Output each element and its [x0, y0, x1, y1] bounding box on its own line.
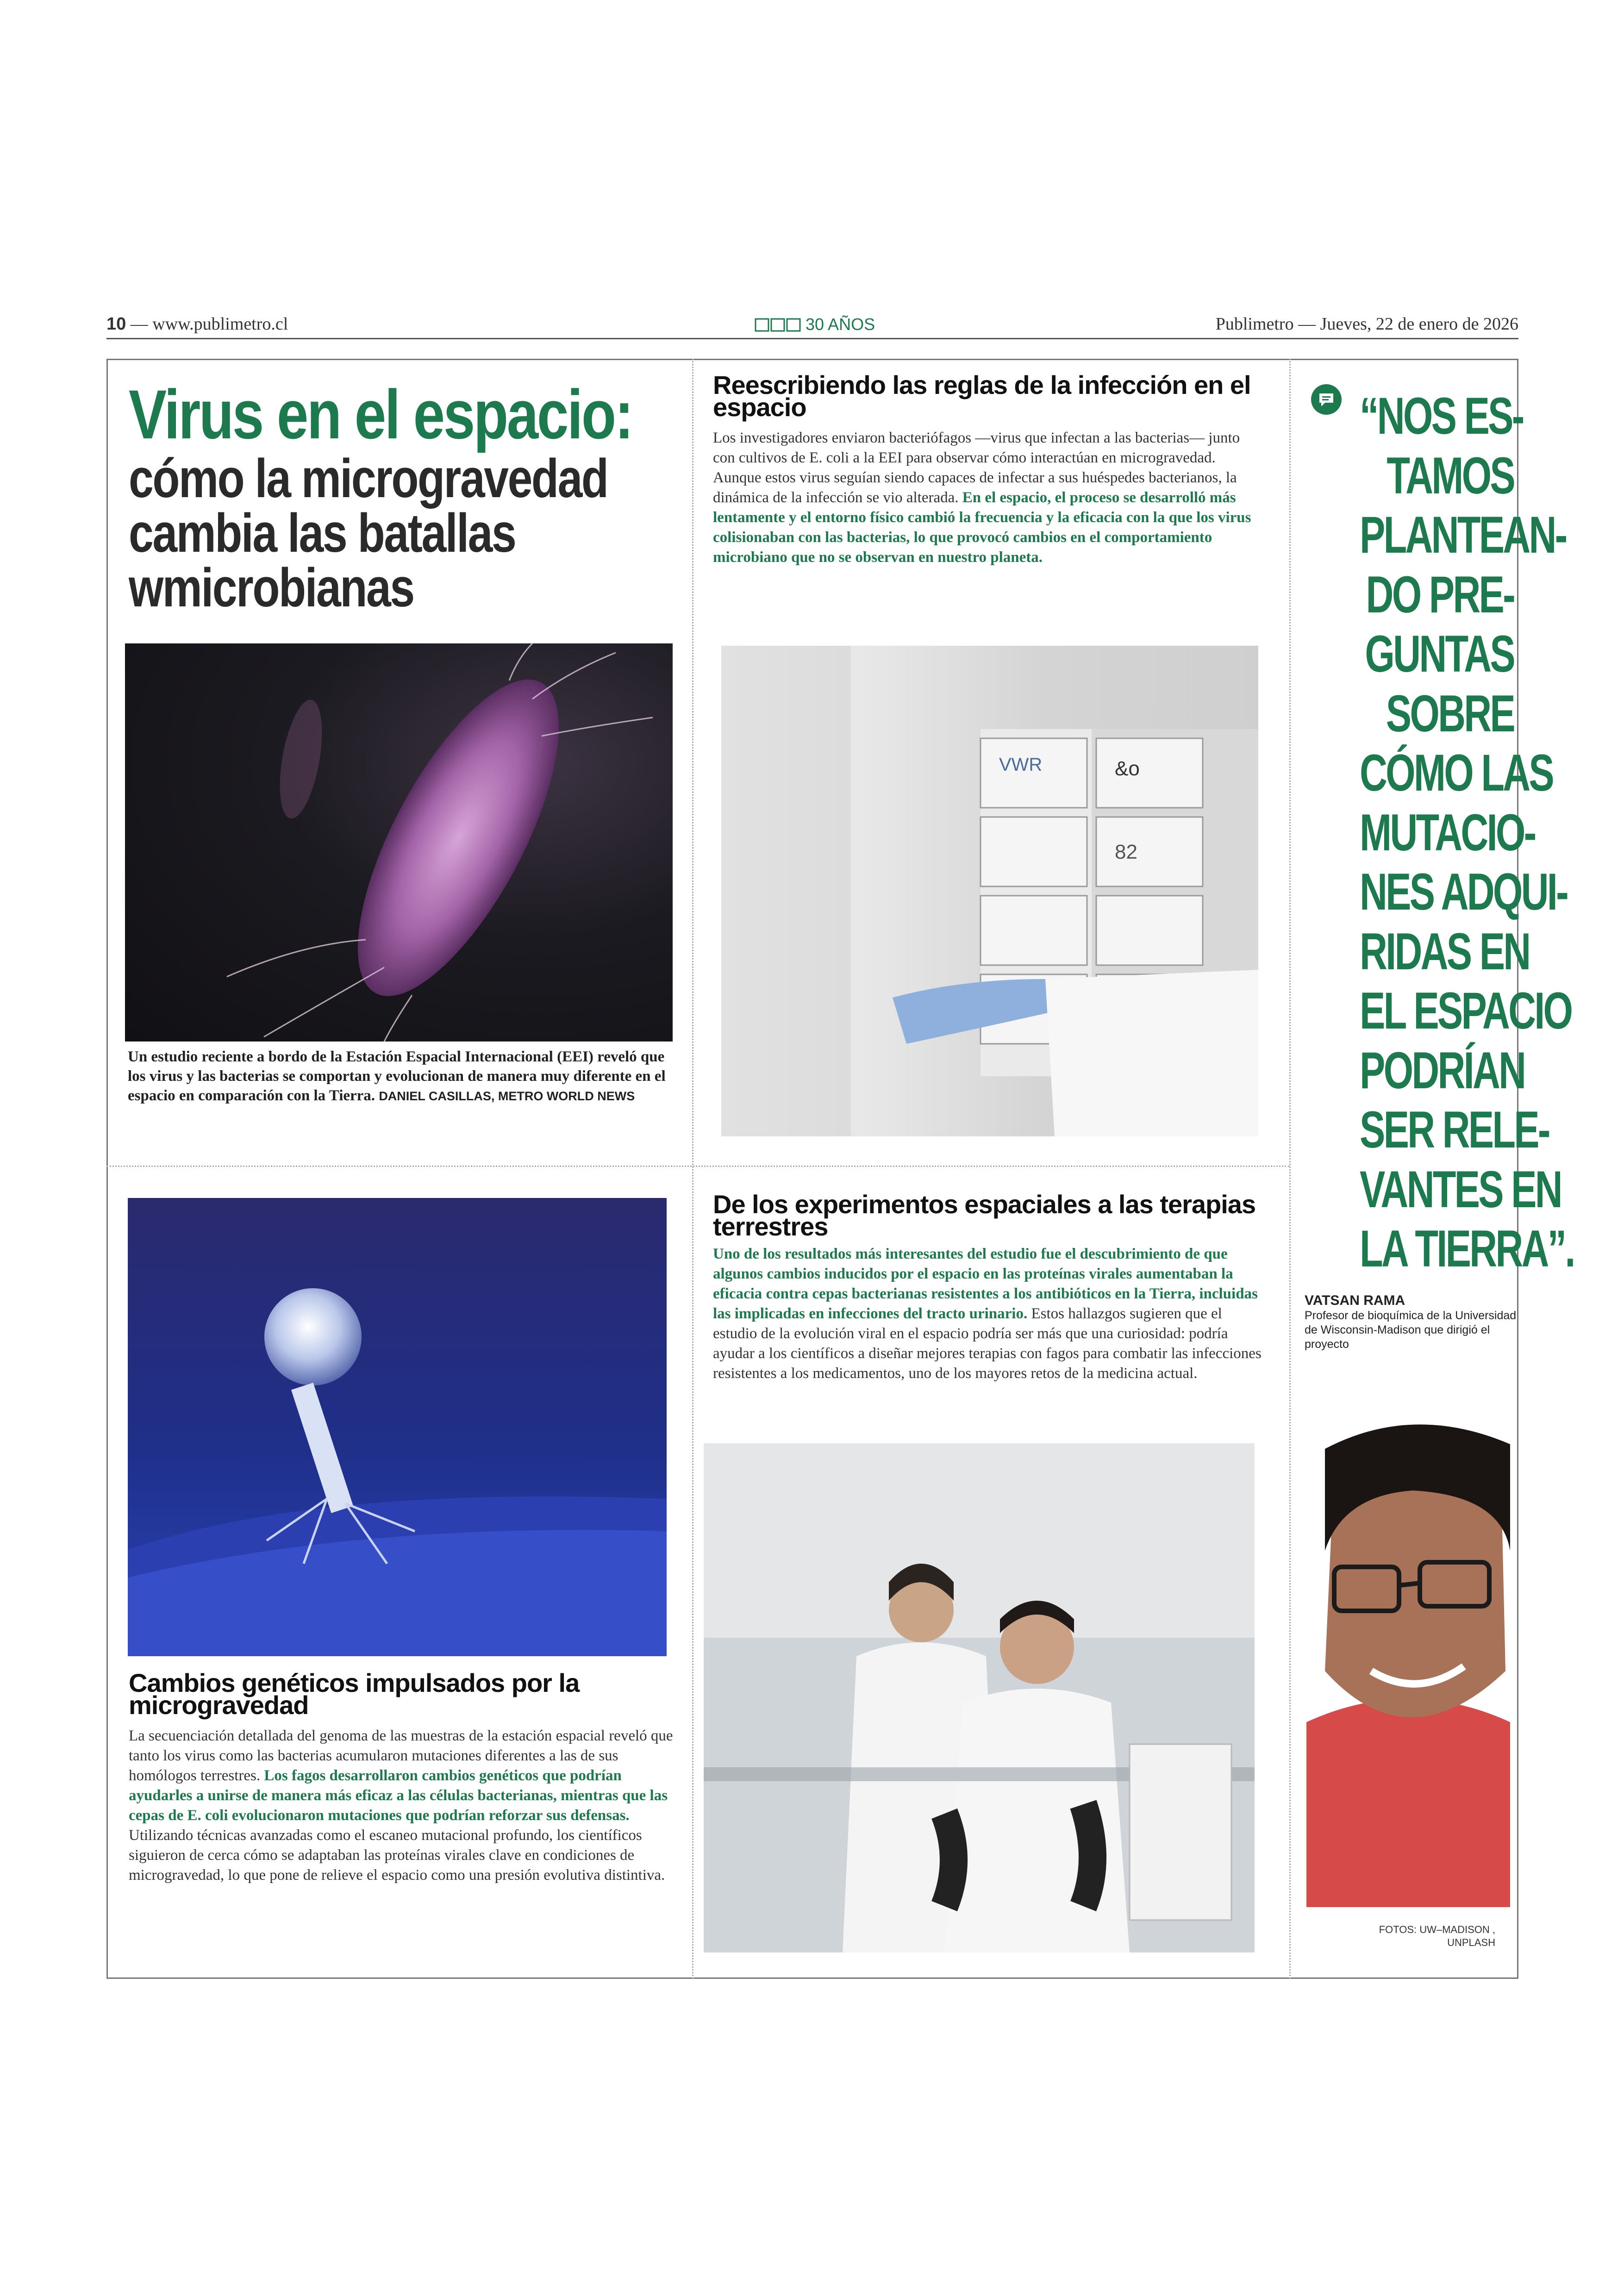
section2-body	[129, 1726, 675, 1885]
row-divider	[106, 1166, 1289, 1167]
freezer-label: VWR	[999, 755, 1043, 775]
column-divider-2	[1289, 359, 1291, 1979]
bacteria-photo	[125, 643, 673, 1041]
section1-title: Reescribiendo las reglas de la infección en el espacio	[713, 370, 1251, 422]
anniversary-text: 30 AÑOS	[806, 315, 875, 334]
quote-line: PLANTEAN-	[1360, 506, 1566, 564]
quote-line: SER RELE-	[1360, 1101, 1549, 1159]
quote-line: “NOS ES-	[1360, 387, 1523, 445]
section2-body-plain: La secuenciación detallada del genoma de las muestras de la estación espacial reveló que tanto los virus como las bacterias acumularon mutaciones diferentes a las de sus homólogos terrestres.	[129, 1727, 673, 1784]
author-name: VATSAN RAMA	[1305, 1293, 1405, 1308]
quote-line: DO PRE-	[1366, 565, 1514, 624]
photo1-caption-text: Un estudio reciente a bordo de la Estación Espacial Internacional (EEI) reveló que los virus y las bacterias se comportan y evolucionan de manera muy diferente en el espacio en comparación con la Tierra.	[128, 1048, 666, 1104]
quote-line: SOBRE	[1386, 684, 1514, 742]
lab-freezer-photo	[721, 646, 1258, 1136]
section3-body-emphasis: Uno de los resultados más interesantes del estudio fue el descubrimiento de que algunos cambios inducidos por el espacio en las proteínas virales aumentaban la eficacia contra cepas bacterianas resistentes a los antibióticos en la Tierra, incluidas las implicadas en infecciones del tracto urinario.	[713, 1246, 1258, 1322]
freezer-illustration	[721, 646, 1258, 1136]
quote-line: RIDAS EN	[1360, 922, 1530, 980]
quote-line: PODRÍAN	[1360, 1041, 1525, 1099]
section2-body-emphasis: Los fagos desarrollaron cambios genéticos que podrían ayudarles a unirse de manera más eficaz a las células bacterianas, mientras que las cepas de E. coli evolucionaron mutaciones que podrían reforzar sus defensas.	[129, 1767, 668, 1824]
freezer-label: &o	[1115, 757, 1140, 780]
author-role: Profesor de bioquímica de la Universidad de Wisconsin-Madison que dirigió el proyecto	[1305, 1309, 1517, 1351]
header-left	[106, 314, 288, 334]
section2-body-plain-2: Utilizando técnicas avanzadas como el escaneo mutacional profundo, los científicos siguieron de cerca cómo se adaptaban las proteínas virales clave en condiciones de microgravedad, lo que pone de relieve el espacio como una presión evolutiva distintiva.	[129, 1827, 665, 1883]
site-url[interactable]: — www.publimetro.cl	[130, 314, 288, 334]
section1-body	[713, 428, 1259, 568]
headline-subtitle	[129, 448, 698, 618]
pull-quote	[1305, 387, 1574, 1279]
author-portrait	[1306, 1412, 1510, 1907]
section1-body-emphasis: En el espacio, el proceso se desarrolló más lentamente y el entorno físico cambió la frecuencia y la eficacia con la que los virus colisionaban con las bacterias, lo que provocó cambios en el comportamiento microbiano que no se observan en nuestro planeta.	[713, 489, 1251, 566]
date-line: Publimetro — Jueves, 22 de enero de 2026	[1215, 314, 1518, 334]
section3-body-plain: Estos hallazgos sugieren que el estudio de la evolución viral en el espacio podría ser más que una curiosidad: podría ayudar a los científicos a diseñar mejores terapias con fagos para combatir las infecciones resistentes a los medicamentos, uno de los mayores retos de la medicina actual.	[713, 1305, 1262, 1382]
anniversary-logo	[755, 315, 875, 334]
quote-line: CÓMO LAS	[1360, 744, 1553, 802]
portrait-illustration	[1306, 1412, 1510, 1907]
bacteriophage-photo	[128, 1198, 667, 1656]
photo1-credit: DANIEL CASILLAS, METRO WORLD NEWS	[379, 1089, 635, 1103]
headline-title: Virus en el espacio:	[129, 375, 632, 453]
quote-author	[1305, 1293, 1518, 1352]
freezer-label: 82	[1115, 841, 1137, 863]
newspaper-icon	[755, 317, 801, 333]
quote-line: NES ADQUI-	[1360, 863, 1568, 921]
bacteria-illustration	[125, 643, 673, 1041]
headline-subtitle-line: cómo la microgravedad	[129, 448, 608, 509]
headline-subtitle-line: cambia las batallas	[129, 503, 516, 564]
quote-line: VANTES EN	[1360, 1160, 1561, 1218]
page-number: 10	[106, 314, 126, 334]
section3-title: De los experimentos espaciales a las terapias terrestres	[713, 1190, 1256, 1241]
quote-line: GUNTAS	[1365, 625, 1514, 683]
photo-credit: FOTOS: UW–MADISON , UNPLASH	[1379, 1924, 1495, 1948]
section1-body-plain: Los investigadores enviaron bacteriófagos —virus que infectan a las bacterias— junto con cultivos de E. coli a la EEI para observar cómo interactúan en microgravedad. Aunque estos virus seguían siendo capaces de infectar a sus huéspedes bacterianos, la dinámica de la infección se vio alterada.	[713, 430, 1240, 506]
quote-line: TAMOS	[1387, 446, 1514, 505]
section2-title: Cambios genéticos impulsados por la microgravedad	[129, 1668, 580, 1720]
bacteriophage-illustration	[128, 1198, 667, 1656]
quote-line: MUTACIO-	[1360, 803, 1535, 861]
quote-line: EL ESPACIO	[1360, 982, 1572, 1040]
section3-body	[713, 1244, 1268, 1384]
page-header	[106, 314, 1518, 339]
quote-line: LA TIERRA”.	[1360, 1220, 1574, 1278]
photo1-caption	[128, 1047, 674, 1106]
lab-illustration	[704, 1443, 1255, 1952]
lab-scientists-photo	[704, 1443, 1255, 1952]
headline-subtitle-line: wmicrobianas	[129, 557, 414, 618]
